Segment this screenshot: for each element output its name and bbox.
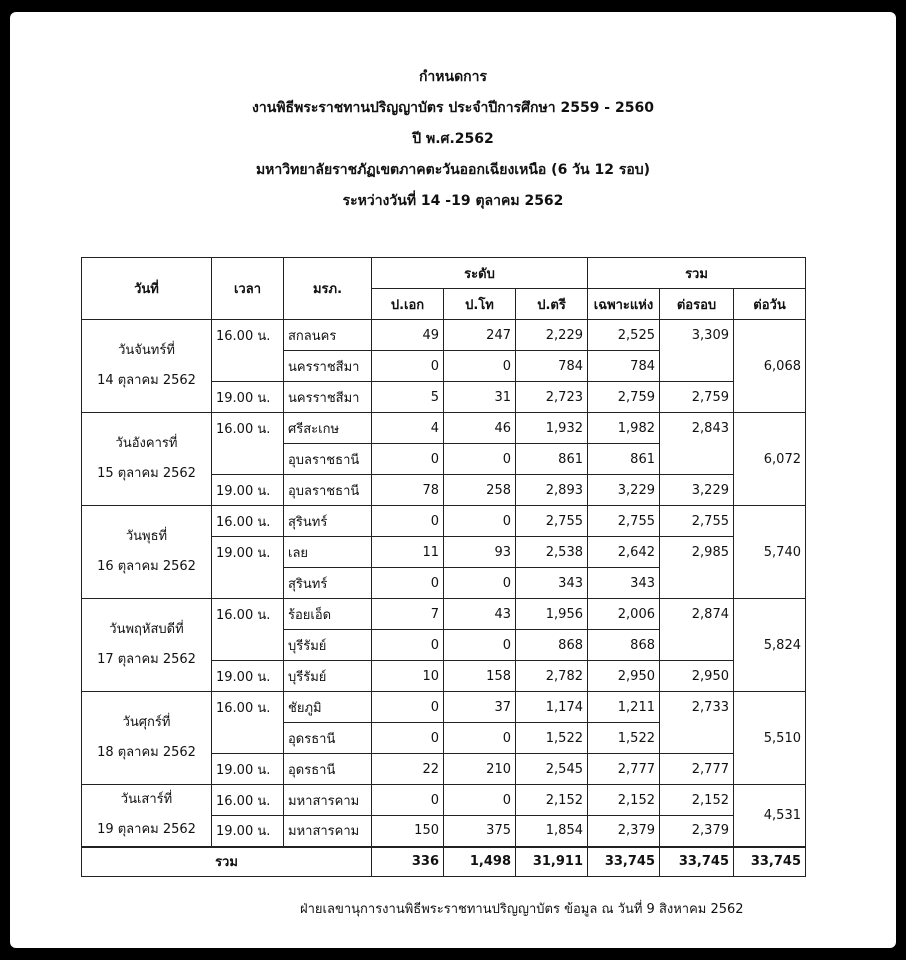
per-round-cell (660, 568, 734, 599)
per-round-cell: 2,843 (660, 413, 734, 444)
phd-cell: 0 (372, 351, 444, 382)
university-cell: มหาสารคาม (284, 816, 372, 847)
time-cell: 16.00 น. (212, 785, 284, 816)
header-dates: ระหว่างวันที่ 14 -19 ตุลาคม 2562 (342, 193, 564, 209)
bachelor-cell: 1,854 (516, 816, 588, 847)
bachelor-cell: 1,932 (516, 413, 588, 444)
header-bachelor: ป.ตรี (516, 289, 588, 320)
master-cell: 43 (444, 599, 516, 630)
bachelor-cell: 784 (516, 351, 588, 382)
each-cell: 2,379 (588, 816, 660, 847)
time-cell: 16.00 น. (212, 692, 284, 723)
time-cell: 19.00 น. (212, 816, 284, 847)
each-cell: 2,525 (588, 320, 660, 351)
time-cell: 16.00 น. (212, 413, 284, 444)
master-cell: 247 (444, 320, 516, 351)
phd-cell: 5 (372, 382, 444, 413)
master-cell: 46 (444, 413, 516, 444)
each-cell: 2,950 (588, 661, 660, 692)
total-each: 33,745 (588, 847, 660, 877)
university-cell: อุบลราชธานี (284, 475, 372, 506)
footer-note: ฝ่ายเลขานุการงานพิธีพระราชทานปริญญาบัตร ข้อมูล ณ วันที่ 9 สิงหาคม 2562 (300, 902, 744, 917)
header-per-day: ต่อวัน (734, 289, 806, 320)
header-ceremony: งานพิธีพระราชทานปริญญาบัตร ประจำปีการศึกษา 2559 - 2560 (252, 100, 654, 116)
day-cell (82, 785, 212, 847)
phd-cell: 0 (372, 444, 444, 475)
university-cell: บุรีรัมย์ (284, 630, 372, 661)
university-cell: ศรีสะเกษ (284, 413, 372, 444)
day-name: วันจันทร์ที่ (118, 343, 175, 358)
master-cell: 0 (444, 568, 516, 599)
university-cell: นครราชสีมา (284, 382, 372, 413)
time-cell (212, 630, 284, 661)
table-row (82, 413, 806, 444)
per-round-cell: 3,229 (660, 475, 734, 506)
bachelor-cell: 2,152 (516, 785, 588, 816)
each-cell: 861 (588, 444, 660, 475)
master-cell: 210 (444, 754, 516, 785)
each-cell: 2,755 (588, 506, 660, 537)
each-cell: 3,229 (588, 475, 660, 506)
day-date: 18 ตุลาคม 2562 (97, 745, 196, 760)
university-cell: สุรินทร์ (284, 568, 372, 599)
bachelor-cell: 1,522 (516, 723, 588, 754)
university-cell: บุรีรัมย์ (284, 661, 372, 692)
table-row (82, 506, 806, 537)
per-round-cell: 2,759 (660, 382, 734, 413)
per-day-cell: 6,072 (734, 413, 806, 506)
university-cell: สุรินทร์ (284, 506, 372, 537)
day-date: 14 ตุลาคม 2562 (97, 373, 196, 388)
per-round-cell (660, 630, 734, 661)
master-cell: 37 (444, 692, 516, 723)
table-row (82, 320, 806, 351)
document-header (0, 62, 906, 217)
table-row (82, 599, 806, 630)
master-cell: 93 (444, 537, 516, 568)
university-cell: สกลนคร (284, 320, 372, 351)
bachelor-cell: 2,723 (516, 382, 588, 413)
university-cell: อุบลราชธานี (284, 444, 372, 475)
total-phd: 336 (372, 847, 444, 877)
time-cell: 16.00 น. (212, 320, 284, 351)
per-round-cell: 2,777 (660, 754, 734, 785)
phd-cell: 150 (372, 816, 444, 847)
day-name: วันอังคารที่ (115, 436, 178, 451)
each-cell: 1,982 (588, 413, 660, 444)
university-cell: มหาสารคาม (284, 785, 372, 816)
total-label: รวม (82, 847, 372, 877)
time-cell: 16.00 น. (212, 599, 284, 630)
master-cell: 158 (444, 661, 516, 692)
phd-cell: 7 (372, 599, 444, 630)
header-title: กำหนดการ (418, 69, 488, 85)
day-name: วันพุธที่ (125, 529, 168, 544)
header-per-round: ต่อรอบ (660, 289, 734, 320)
phd-cell: 49 (372, 320, 444, 351)
header-university: มหาวิทยาลัยราชภัฏเขตภาคตะวันออกเฉียงเหนือ (6 วัน 12 รอบ) (255, 162, 651, 178)
time-cell (212, 723, 284, 754)
bachelor-cell: 2,538 (516, 537, 588, 568)
each-cell: 784 (588, 351, 660, 382)
master-cell: 258 (444, 475, 516, 506)
university-cell: อุดรธานี (284, 723, 372, 754)
time-cell: 19.00 น. (212, 661, 284, 692)
phd-cell: 22 (372, 754, 444, 785)
university-cell: ชัยภูมิ (284, 692, 372, 723)
bachelor-cell: 2,782 (516, 661, 588, 692)
each-cell: 2,777 (588, 754, 660, 785)
master-cell: 375 (444, 816, 516, 847)
day-cell (82, 413, 212, 506)
total-per-round: 33,745 (660, 847, 734, 877)
table-row (82, 692, 806, 723)
header-total: รวม (588, 258, 806, 289)
master-cell: 31 (444, 382, 516, 413)
master-cell: 0 (444, 444, 516, 475)
phd-cell: 11 (372, 537, 444, 568)
bachelor-cell: 2,893 (516, 475, 588, 506)
per-day-cell: 5,740 (734, 506, 806, 599)
university-cell: นครราชสีมา (284, 351, 372, 382)
phd-cell: 10 (372, 661, 444, 692)
table-row (82, 785, 806, 816)
per-round-cell: 2,874 (660, 599, 734, 630)
per-round-cell (660, 351, 734, 382)
each-cell: 2,006 (588, 599, 660, 630)
per-day-cell: 6,068 (734, 320, 806, 413)
time-cell: 19.00 น. (212, 537, 284, 568)
day-cell (82, 506, 212, 599)
per-round-cell (660, 444, 734, 475)
header-each: เฉพาะแห่ง (588, 289, 660, 320)
per-round-cell: 2,733 (660, 692, 734, 723)
bachelor-cell: 2,545 (516, 754, 588, 785)
master-cell: 0 (444, 351, 516, 382)
total-per-day: 33,745 (734, 847, 806, 877)
each-cell: 1,211 (588, 692, 660, 723)
day-date: 16 ตุลาคม 2562 (97, 559, 196, 574)
bachelor-cell: 1,174 (516, 692, 588, 723)
university-cell: อุดรธานี (284, 754, 372, 785)
per-round-cell (660, 723, 734, 754)
header-master: ป.โท (444, 289, 516, 320)
phd-cell: 0 (372, 723, 444, 754)
bachelor-cell: 2,229 (516, 320, 588, 351)
header-level: ระดับ (372, 258, 588, 289)
per-round-cell: 3,309 (660, 320, 734, 351)
time-cell (212, 444, 284, 475)
time-cell (212, 568, 284, 599)
phd-cell: 0 (372, 692, 444, 723)
university-cell: ร้อยเอ็ด (284, 599, 372, 630)
time-cell: 19.00 น. (212, 754, 284, 785)
phd-cell: 0 (372, 630, 444, 661)
per-round-cell: 2,379 (660, 816, 734, 847)
per-day-cell: 5,510 (734, 692, 806, 785)
total-bachelor: 31,911 (516, 847, 588, 877)
header-phd: ป.เอก (372, 289, 444, 320)
header-university-col: มรภ. (284, 258, 372, 320)
master-cell: 0 (444, 723, 516, 754)
per-round-cell: 2,755 (660, 506, 734, 537)
per-day-cell: 4,531 (734, 785, 806, 847)
master-cell: 0 (444, 630, 516, 661)
bachelor-cell: 2,755 (516, 506, 588, 537)
each-cell: 868 (588, 630, 660, 661)
each-cell: 2,759 (588, 382, 660, 413)
day-name: วันพฤหัสบดีที่ (109, 622, 184, 637)
day-cell (82, 692, 212, 785)
phd-cell: 0 (372, 785, 444, 816)
per-round-cell: 2,152 (660, 785, 734, 816)
day-name: วันศุกร์ที่ (122, 715, 171, 730)
phd-cell: 0 (372, 506, 444, 537)
bachelor-cell: 868 (516, 630, 588, 661)
total-master: 1,498 (444, 847, 516, 877)
bachelor-cell: 343 (516, 568, 588, 599)
each-cell: 2,152 (588, 785, 660, 816)
day-cell (82, 599, 212, 692)
day-cell (82, 320, 212, 413)
phd-cell: 78 (372, 475, 444, 506)
day-date: 19 ตุลาคม 2562 (97, 822, 196, 838)
total-row (82, 847, 806, 877)
university-cell: เลย (284, 537, 372, 568)
schedule-table (81, 257, 806, 877)
time-cell (212, 351, 284, 382)
phd-cell: 0 (372, 568, 444, 599)
each-cell: 343 (588, 568, 660, 599)
bachelor-cell: 1,956 (516, 599, 588, 630)
per-round-cell: 2,950 (660, 661, 734, 692)
phd-cell: 4 (372, 413, 444, 444)
master-cell: 0 (444, 506, 516, 537)
each-cell: 1,522 (588, 723, 660, 754)
master-cell: 0 (444, 785, 516, 816)
header-day: วันที่ (82, 258, 212, 320)
header-year: ปี พ.ศ.2562 (412, 131, 494, 147)
day-name: วันเสาร์ที่ (120, 792, 173, 808)
day-date: 15 ตุลาคม 2562 (97, 466, 196, 481)
each-cell: 2,642 (588, 537, 660, 568)
bachelor-cell: 861 (516, 444, 588, 475)
day-date: 17 ตุลาคม 2562 (97, 652, 196, 667)
time-cell: 16.00 น. (212, 506, 284, 537)
per-day-cell: 5,824 (734, 599, 806, 692)
time-cell: 19.00 น. (212, 382, 284, 413)
per-round-cell: 2,985 (660, 537, 734, 568)
header-time: เวลา (212, 258, 284, 320)
time-cell: 19.00 น. (212, 475, 284, 506)
